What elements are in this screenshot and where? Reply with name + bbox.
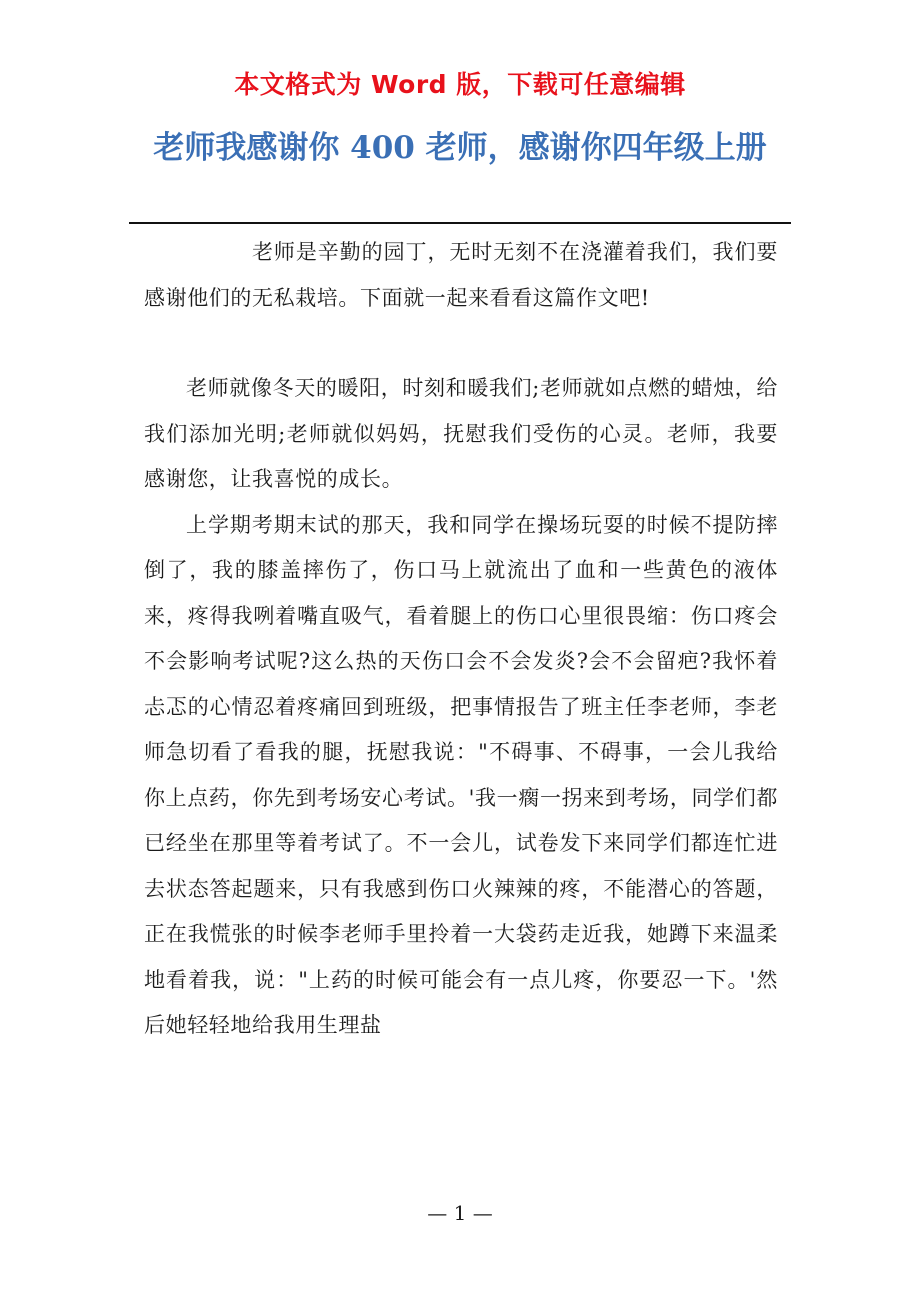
- page-number: — 1 —: [427, 1201, 493, 1225]
- paragraph-spacer: [144, 321, 778, 366]
- document-title: 老师我感谢你 400 老师，感谢你四年级上册: [153, 130, 767, 166]
- title-divider: [129, 222, 791, 224]
- format-notice: 本文格式为 Word 版，下载可任意编辑: [234, 70, 686, 99]
- body-paragraph: 上学期考期末试的那天，我和同学在操场玩耍的时候不提防摔倒了，我的膝盖摔伤了，伤口马上就流出了血和一些黄色的液体来，疼得我咧着嘴直吸气，看着腿上的伤口心里很畏缩：伤口疼会不会影响考试呢?这么热的天伤口会不会发炎?会不会留疤?我怀着忐忑的心情忍着疼痛回到班级，把事情报告了班主任李老师，李老师急切看了看我的腿，抚慰我说："不碍事、不碍事，一会儿我给你上点药，你先到考场安心考试。'我一瘸一拐来到考场，同学们都已经坐在那里等着考试了。不一会儿，试卷发下来同学们都连忙进去状态答起题来，只有我感到伤口火辣辣的疼，不能潜心的答题，正在我慌张的时候李老师手里拎着一大袋药走近我，她蹲下来温柔地看着我，说："上药的时候可能会有一点儿疼，你要忍一下。'然后她轻轻地给我用生理盐: [144, 512, 778, 1037]
- document-body: [144, 230, 778, 1049]
- intro-paragraph: 老师是辛勤的园丁，无时无刻不在浇灌着我们，我们要感谢他们的无私栽培。下面就一起来看看这篇作文吧!: [144, 240, 778, 310]
- body-paragraph: 老师就像冬天的暖阳，时刻和暖我们;老师就如点燃的蜡烛，给我们添加光明;老师就似妈妈，抚慰我们受伤的心灵。老师，我要感谢您，让我喜悦的成长。: [144, 376, 778, 491]
